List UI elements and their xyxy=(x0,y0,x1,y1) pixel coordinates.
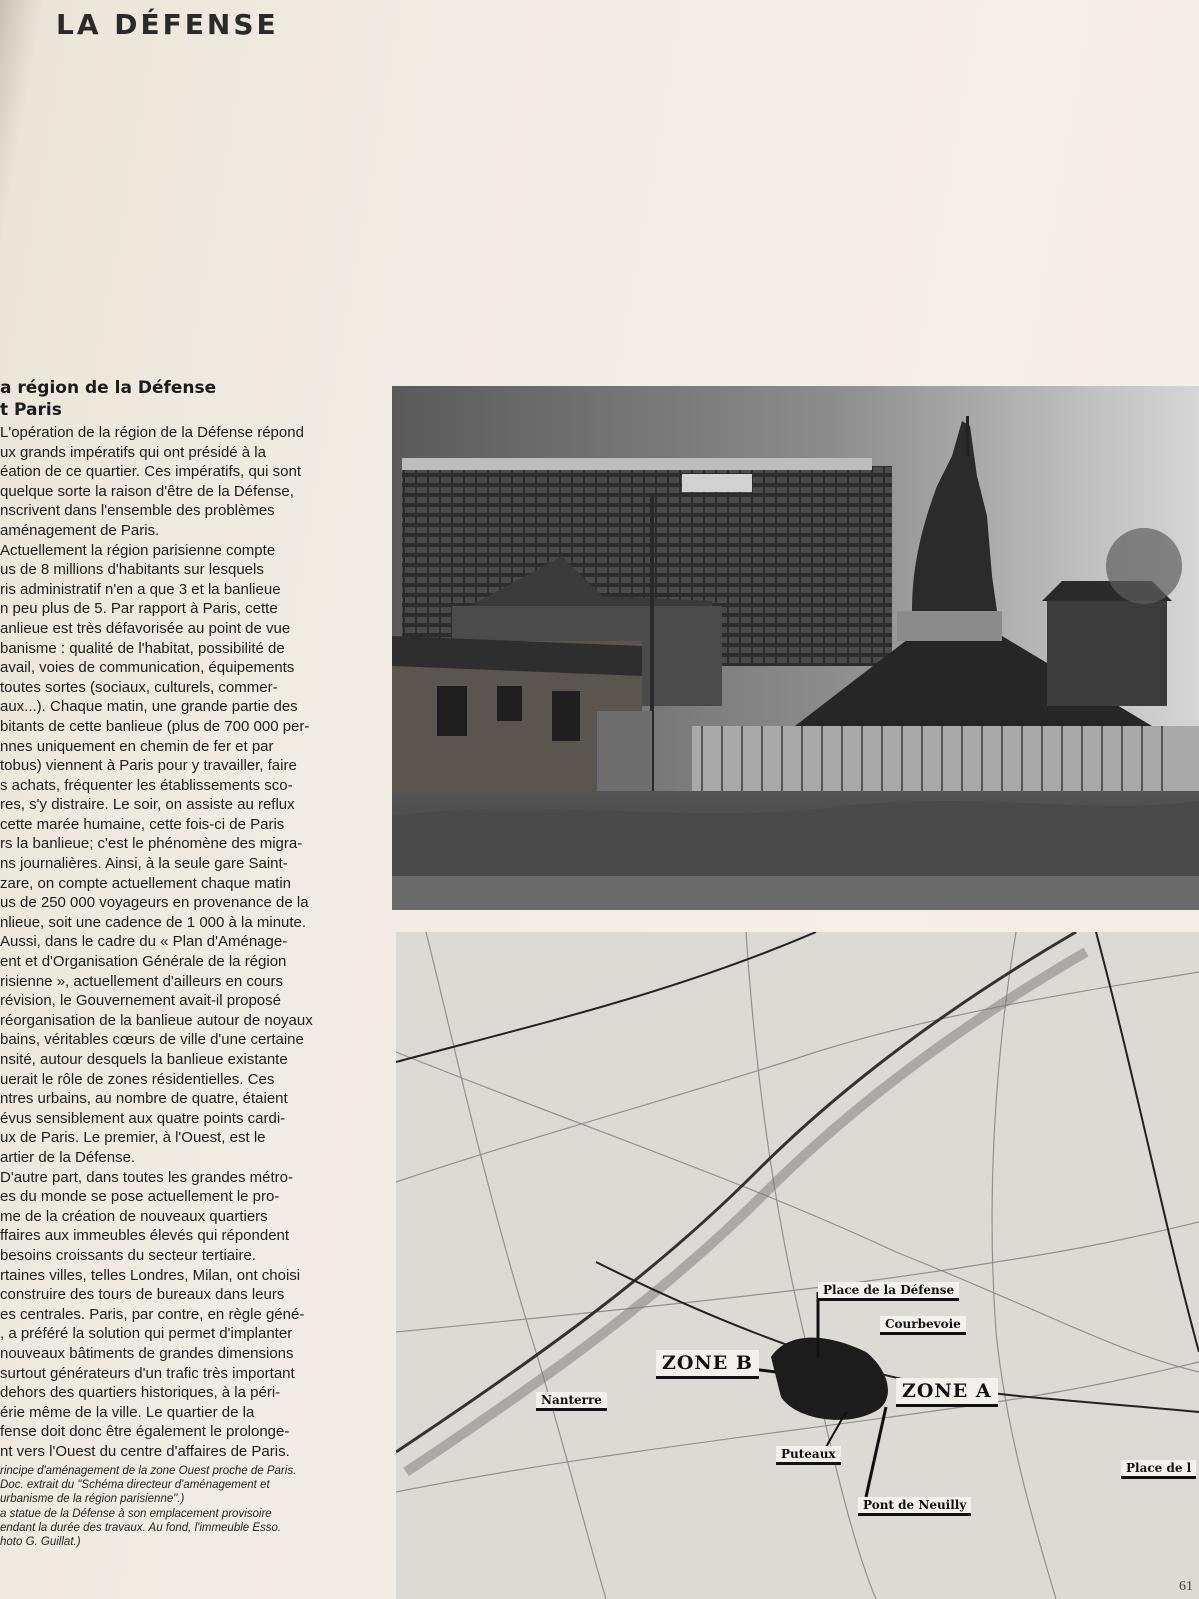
map-label-zone-a: ZONE A xyxy=(896,1378,998,1407)
body-line: nscrivent dans l'ensemble des problèmes xyxy=(0,502,275,520)
caption-line: endant la durée des travaux. Au fond, l'immeuble Esso. xyxy=(0,1521,282,1534)
section-title xyxy=(0,377,345,421)
body-line: ux grands impératifs qui ont présidé à la xyxy=(0,443,266,461)
body-line: nt vers l'Ouest du centre d'affaires de Paris. xyxy=(0,1442,290,1460)
body-line: res, s'y distraire. Le soir, on assiste au reflux xyxy=(0,796,295,814)
body-line: cette marée humaine, cette fois-ci de Paris xyxy=(0,815,285,833)
body-line: s achats, fréquenter les établissements sco- xyxy=(0,776,293,794)
map-label-courbevoie: Courbevoie xyxy=(880,1316,966,1335)
map-label-pont-neuilly: Pont de Neuilly xyxy=(858,1497,971,1516)
body-line: uerait le rôle de zones résidentielles. Ces xyxy=(0,1070,275,1088)
section-title-line-1: a région de la Défense xyxy=(0,378,217,398)
body-line: nlieue, soit une cadence de 1 000 à la minute. xyxy=(0,913,307,931)
body-line: Aussi, dans le cadre du « Plan d'Aménage- xyxy=(0,933,288,951)
body-line: surtout générateurs d'un trafic très important xyxy=(0,1364,295,1382)
body-line: us de 250 000 voyageurs en provenance de la xyxy=(0,894,309,912)
body-line: anlieue est très défavorisée au point de vue xyxy=(0,619,291,637)
body-line: risienne », actuellement d'ailleurs en cours xyxy=(0,972,284,990)
body-line: réorganisation de la banlieue autour de noyaux xyxy=(0,1011,313,1029)
map-label-place-right: Place de l xyxy=(1121,1460,1196,1479)
body-line: ris administratif n'en a que 3 et la banlieue xyxy=(0,580,281,598)
body-line: rs la banlieue; c'est le phénomène des migra- xyxy=(0,835,303,853)
caption-line: Doc. extrait du "Schéma directeur d'aménagement et xyxy=(0,1479,270,1492)
body-line: nouveaux bâtiments de grandes dimensions xyxy=(0,1344,294,1362)
body-line: banisme : qualité de l'habitat, possibilité de xyxy=(0,639,285,657)
caption-line: urbanisme de la région parisienne".) xyxy=(0,1493,185,1506)
caption-line: hoto G. Guillat.) xyxy=(0,1535,81,1548)
map-label-place-defense: Place de la Défense xyxy=(818,1282,959,1301)
body-line: D'autre part, dans toutes les grandes métro- xyxy=(0,1168,294,1186)
body-line: zare, on compte actuellement chaque matin xyxy=(0,874,291,892)
map-label-puteaux: Puteaux xyxy=(776,1446,841,1465)
body-line: aménagement de Paris. xyxy=(0,521,160,539)
article-body xyxy=(0,423,372,1461)
body-line: ux de Paris. Le premier, à l'Ouest, est le xyxy=(0,1129,266,1147)
body-line: besoins croissants du secteur tertiaire. xyxy=(0,1246,256,1264)
body-line: aux...). Chaque matin, une grande partie des xyxy=(0,698,298,716)
body-line: révision, le Gouvernement avait-il proposé xyxy=(0,992,281,1010)
body-line: nsité, autour desquels la banlieue existante xyxy=(0,1051,288,1068)
map-label-nanterre: Nanterre xyxy=(536,1392,607,1411)
running-header: LA DÉFENSE xyxy=(56,8,279,41)
body-line: , a préféré la solution qui permet d'implanter xyxy=(0,1325,293,1343)
body-line: nnes uniquement en chemin de fer et par xyxy=(0,737,274,755)
body-line: éation de ce quartier. Ces impératifs, qui sont xyxy=(0,463,301,481)
body-line: Actuellement la région parisienne compte xyxy=(0,541,276,559)
body-line: ntres urbains, au nombre de quatre, étaient xyxy=(0,1090,288,1108)
body-line: quelque sorte la raison d'être de la Défense, xyxy=(0,482,294,500)
body-line: érie même de la ville. Le quartier de la xyxy=(0,1403,255,1421)
body-line: es du monde se pose actuellement le pro- xyxy=(0,1188,280,1206)
body-line: artier de la Défense. xyxy=(0,1148,136,1166)
caption-line: rincipe d'aménagement de la zone Ouest proche de Paris. xyxy=(0,1465,297,1477)
body-line: bains, véritables cœurs de ville d'une certaine xyxy=(0,1031,304,1049)
body-line: ent et d'Organisation Générale de la région xyxy=(0,953,287,971)
body-line: es centrales. Paris, par contre, en règle géné- xyxy=(0,1305,305,1323)
zone-map xyxy=(396,932,1199,1599)
body-line: us de 8 millions d'habitants sur lesquels xyxy=(0,561,264,579)
body-line: dehors des quartiers historiques, à la péri- xyxy=(0,1384,281,1402)
body-line: toutes sortes (sociaux, culturels, commer- xyxy=(0,678,278,696)
body-line: fense doit donc être également le prolonge- xyxy=(0,1423,290,1441)
body-line: construire des tours de bureaux dans leurs xyxy=(0,1286,285,1304)
caption-line: a statue de la Défense à son emplacement provisoire xyxy=(0,1507,272,1520)
body-line: avail, voies de communication, équipements xyxy=(0,659,295,677)
statue-photograph xyxy=(392,386,1199,910)
section-title-line-2: t Paris xyxy=(0,400,62,420)
body-line: évus sensiblement aux quatre points cardi- xyxy=(0,1109,286,1127)
photo-captions xyxy=(0,1464,372,1549)
body-line: bitants de cette banlieue (plus de 700 000 per- xyxy=(0,717,310,735)
page-number: 61 xyxy=(1179,1579,1193,1594)
body-line: rtaines villes, telles Londres, Milan, ont choisi xyxy=(0,1266,301,1284)
body-line: n peu plus de 5. Par rapport à Paris, cette xyxy=(0,600,278,618)
body-line: ffaires aux immeubles élevés qui répondent xyxy=(0,1227,290,1245)
body-line: L'opération de la région de la Défense répond xyxy=(0,424,304,441)
body-line: ns journalières. Ainsi, à la seule gare Saint- xyxy=(0,855,288,873)
map-label-zone-b: ZONE B xyxy=(656,1350,759,1379)
body-line: tobus) viennent à Paris pour y travailler, faire xyxy=(0,757,297,775)
body-line: me de la création de nouveaux quartiers xyxy=(0,1207,268,1225)
